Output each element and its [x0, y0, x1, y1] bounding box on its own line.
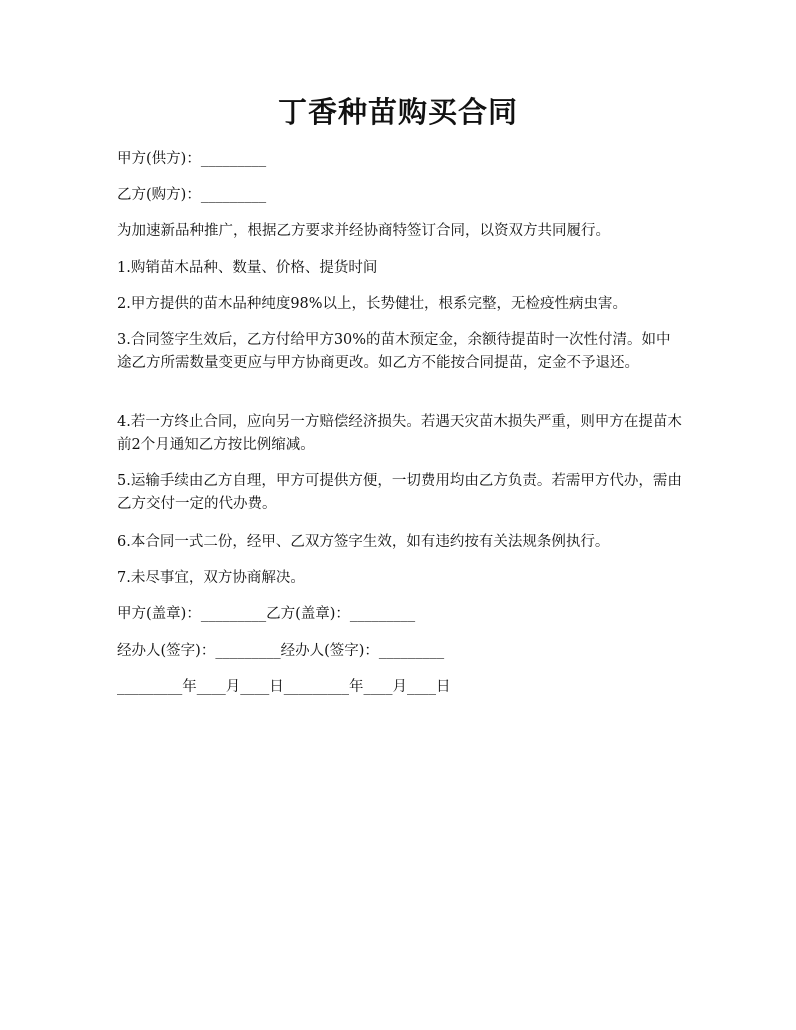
party-b-line: 乙方(购方)：_________	[117, 187, 267, 203]
signature-line: 经办人(签字)：_________经办人(签字)：_________	[117, 643, 445, 659]
party-a-line: 甲方(供方)：_________	[117, 151, 267, 167]
document-title: 丁香种苗购买合同	[277, 95, 518, 129]
intro-paragraph: 为加速新品种推广，根据乙方要求并经协商特签订合同，以资双方共同履行。	[117, 223, 610, 239]
clause-3: 3.合同签字生效后，乙方付给甲方30%的苗木预定金，余额待提苗时一次性付清。如中途乙方所需数量变更应与甲方协商更改。如乙方不能按合同提苗，定金不予退还。	[117, 332, 671, 371]
clause-1: 1.购销苗木品种、数量、价格、提货时间	[117, 260, 378, 276]
clause-7: 7.未尽事宜，双方协商解决。	[117, 570, 305, 586]
clause-6: 6.本合同一式二份，经甲、乙双方签字生效，如有违约按有关法规条例执行。	[117, 534, 610, 550]
clause-2: 2.甲方提供的苗木品种纯度98%以上，长势健壮，根系完整，无检疫性病虫害。	[117, 296, 628, 312]
seal-line: 甲方(盖章)：_________乙方(盖章)：_________	[117, 606, 416, 622]
date-line: _________年____月____日_________年____月____日	[117, 679, 451, 695]
clause-4: 4.若一方终止合同，应向另一方赔偿经济损失。若遇天灾苗木损失严重，则甲方在提苗木前2个月通知乙方按比例缩减。	[117, 414, 682, 453]
clause-5: 5.运输手续由乙方自理，甲方可提供方便，一切费用均由乙方负责。若需甲方代办，需由乙方交付一定的代办费。	[117, 473, 682, 512]
